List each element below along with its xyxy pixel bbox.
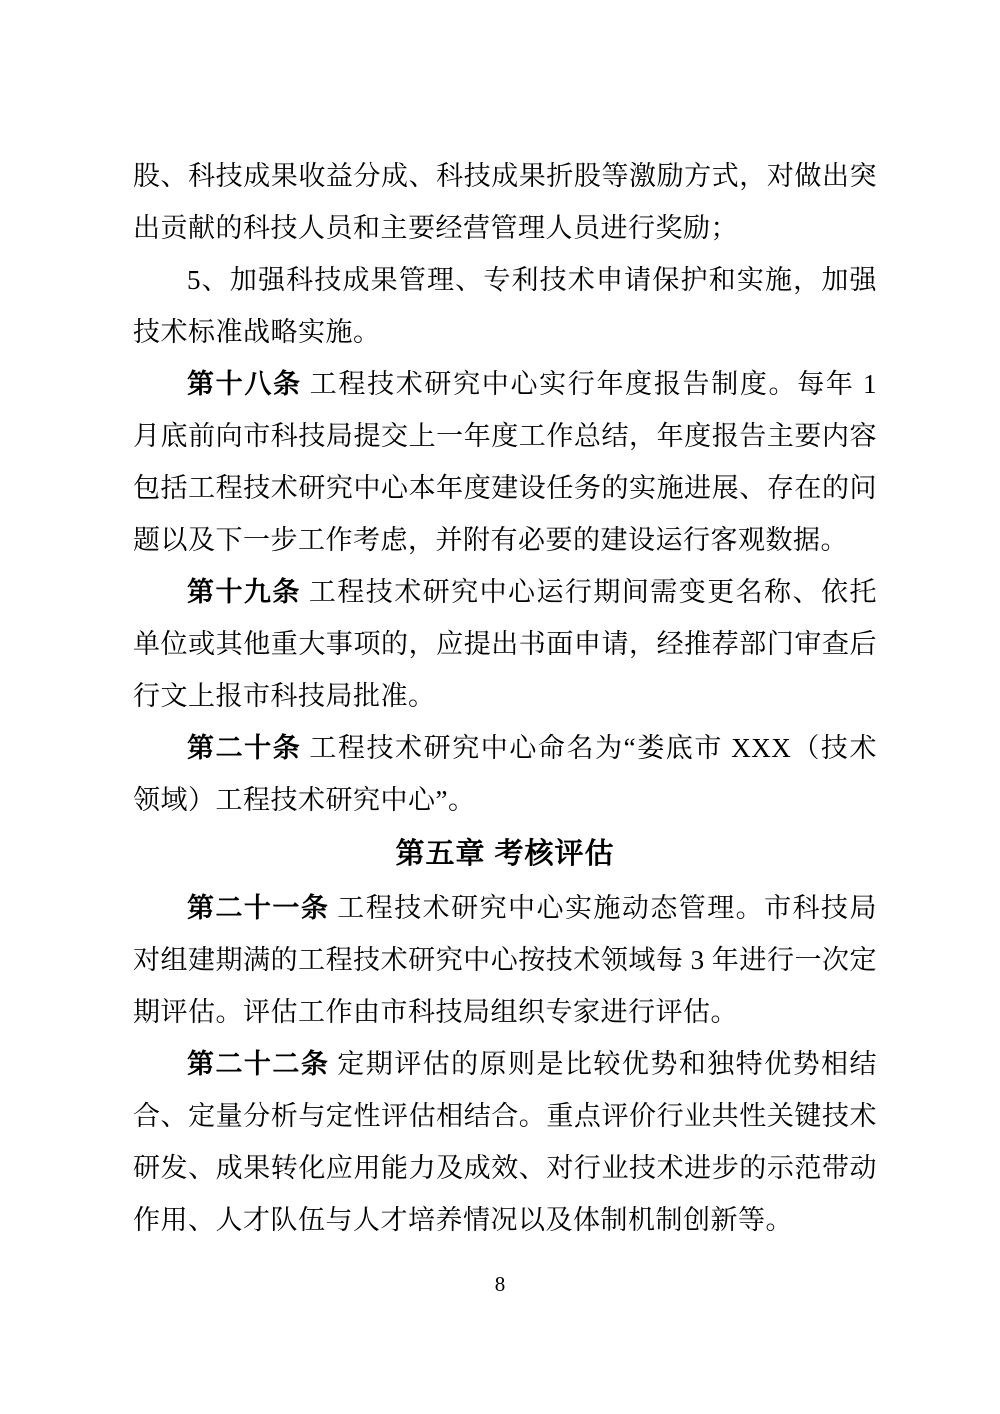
article-number: 第十九条 xyxy=(187,577,301,607)
document-body xyxy=(133,150,877,1246)
paragraph-text: 工程技术研究中心实施动态管理。市科技局对组建期满的工程技术研究中心按技术领域每 3 年进行一次定期评估。评估工作由市科技局组织专家进行评估。 xyxy=(133,893,878,1027)
paragraph xyxy=(133,1038,877,1246)
page-number: 8 xyxy=(494,1272,506,1296)
paragraph-text: 工程技术研究中心实行年度报告制度。每年 1 月底前向市科技局提交上一年度工作总结，年度报告主要内容包括工程技术研究中心本年度建设任务的实施进展、存在的问题以及下一步工作考虑，并附有必要的建设运行客观数据。 xyxy=(133,369,878,555)
chapter-heading xyxy=(133,826,877,882)
paragraph xyxy=(133,358,877,566)
article-number: 第二十二条 xyxy=(187,1049,330,1079)
paragraph-text: 股、科技成果收益分成、科技成果折股等激励方式，对做出突出贡献的科技人员和主要经营管理人员进行奖励； xyxy=(133,161,877,243)
article-number: 第十八条 xyxy=(187,369,302,399)
paragraph xyxy=(133,722,877,826)
chapter-heading-text: 第五章 考核评估 xyxy=(395,838,615,870)
article-number: 第二十条 xyxy=(187,733,302,763)
paragraph xyxy=(133,150,877,254)
article-number: 第二十一条 xyxy=(187,893,330,923)
paragraph xyxy=(133,882,877,1038)
paragraph-text: 工程技术研究中心命名为“娄底市 XXX（技术领域）工程技术研究中心”。 xyxy=(133,733,877,815)
paragraph xyxy=(133,566,877,722)
page-footer xyxy=(0,1270,1000,1298)
paragraph xyxy=(133,254,877,358)
paragraph-text: 5、加强科技成果管理、专利技术申请保护和实施，加强技术标准战略实施。 xyxy=(133,265,877,347)
paragraph-text: 工程技术研究中心运行期间需变更名称、依托单位或其他重大事项的，应提出书面申请，经推荐部门审查后行文上报市科技局批准。 xyxy=(133,577,878,711)
paragraph-text: 定期评估的原则是比较优势和独特优势相结合、定量分析与定性评估相结合。重点评价行业共性关键技术研发、成果转化应用能力及成效、对行业技术进步的示范带动作用、人才队伍与人才培养情况以及体制机制创新等。 xyxy=(133,1049,878,1235)
